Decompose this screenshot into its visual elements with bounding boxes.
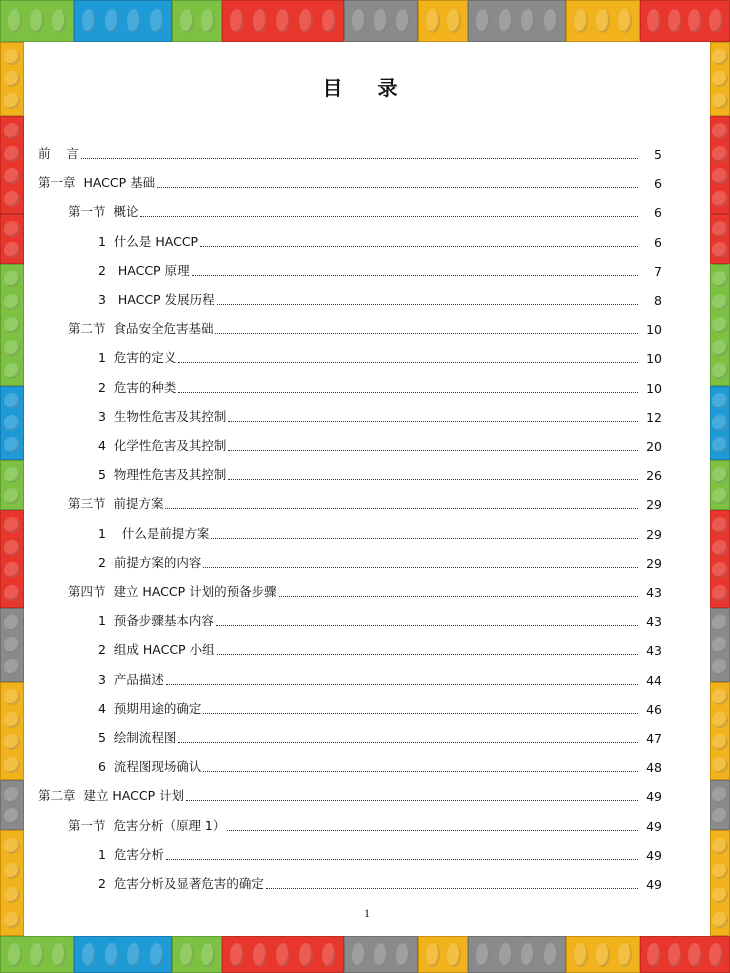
lego-stud [82, 943, 96, 967]
lego-stud [4, 757, 20, 773]
lego-stud [8, 9, 22, 33]
lego-brick [710, 608, 730, 682]
toc-entry[interactable] [98, 261, 662, 279]
lego-brick [710, 116, 730, 214]
lego-stud [712, 712, 728, 728]
toc-leader-dots [203, 567, 638, 568]
lego-stud [105, 943, 119, 967]
toc-leader-dots [228, 479, 638, 480]
lego-stud [712, 123, 728, 139]
lego-stud [4, 887, 20, 903]
toc-entry-page: 48 [646, 760, 662, 776]
lego-stud [712, 415, 728, 431]
lego-stud [712, 488, 728, 504]
lego-brick [344, 936, 418, 973]
lego-stud [668, 9, 682, 33]
lego-stud [712, 93, 728, 109]
toc-entry-label: 1 什么是前提方案 [98, 525, 210, 541]
lego-border-right [710, 42, 730, 936]
lego-stud [447, 943, 461, 967]
lego-stud [4, 437, 20, 453]
toc-entry[interactable] [68, 494, 662, 512]
lego-brick [710, 682, 730, 780]
toc-entry[interactable] [68, 319, 662, 337]
toc-entry-label: 3 生物性危害及其控制 [98, 408, 227, 424]
toc-entry-label: 3 HACCP 发展历程 [98, 292, 215, 307]
lego-stud [712, 517, 728, 533]
toc-leader-dots [140, 216, 638, 217]
lego-stud [4, 49, 20, 65]
toc-entry-page: 43 [646, 643, 662, 659]
lego-brick [710, 386, 730, 460]
lego-stud [712, 71, 728, 87]
lego-brick [0, 116, 24, 214]
toc-entry-label: 1 危害分析 [98, 846, 164, 862]
toc-leader-dots [192, 275, 638, 276]
lego-stud [712, 393, 728, 409]
lego-stud [4, 317, 20, 333]
page-number-footer: 1 [364, 906, 370, 920]
toc-entry[interactable] [98, 757, 662, 775]
lego-brick [0, 264, 24, 386]
lego-stud [4, 294, 20, 310]
lego-stud [4, 540, 20, 556]
lego-brick [566, 0, 640, 42]
toc-entry-label: 2 危害分析及显著危害的确定 [98, 876, 264, 891]
lego-stud [352, 943, 366, 967]
toc-leader-dots [166, 684, 638, 685]
lego-stud [709, 9, 723, 33]
toc-entry[interactable] [98, 640, 662, 658]
toc-entry-label: 第一节 概论 [68, 204, 139, 220]
lego-stud [180, 943, 194, 967]
lego-brick [172, 936, 222, 973]
lego-stud [709, 943, 723, 967]
toc-leader-dots [228, 421, 638, 422]
document-page [24, 42, 710, 936]
lego-stud [374, 9, 388, 33]
lego-stud [82, 9, 96, 33]
lego-stud [4, 123, 20, 139]
lego-stud [230, 9, 244, 33]
toc-entry-label: 第四节 建立 HACCP 计划的预备步骤 [68, 584, 277, 599]
lego-stud [712, 838, 728, 854]
toc-leader-dots [157, 187, 638, 188]
lego-stud [201, 9, 215, 33]
toc-entry-label: 第一章 HACCP 基础 [38, 175, 156, 191]
lego-brick [640, 0, 730, 42]
lego-brick [0, 386, 24, 460]
toc-entry[interactable] [98, 611, 662, 629]
toc-entry[interactable] [98, 407, 662, 425]
lego-stud [668, 943, 682, 967]
toc-leader-dots [217, 654, 638, 655]
lego-brick [344, 0, 418, 42]
toc-entry-page: 12 [646, 409, 662, 425]
lego-stud [8, 943, 22, 967]
lego-stud [374, 943, 388, 967]
toc-entry[interactable] [98, 524, 662, 542]
lego-stud [712, 317, 728, 333]
lego-stud [712, 363, 728, 379]
toc-entry-page: 46 [646, 701, 662, 717]
toc-leader-dots [165, 508, 638, 509]
toc-entry-page: 49 [646, 789, 662, 805]
toc-entry-label: 2 组成 HACCP 小组 [98, 642, 215, 658]
lego-brick [468, 936, 566, 973]
lego-brick [0, 510, 24, 608]
toc-entry[interactable] [98, 670, 662, 688]
lego-stud [712, 271, 728, 287]
lego-stud [396, 9, 410, 33]
lego-stud [688, 943, 702, 967]
lego-brick [0, 460, 24, 510]
lego-brick [566, 936, 640, 973]
lego-stud [499, 943, 513, 967]
toc-leader-dots [279, 596, 638, 597]
lego-brick [74, 0, 172, 42]
lego-stud [712, 540, 728, 556]
toc-leader-dots [227, 830, 638, 831]
toc-leader-dots [178, 362, 638, 363]
lego-brick [710, 830, 730, 936]
lego-stud [230, 943, 244, 967]
lego-stud [253, 9, 267, 33]
lego-stud [4, 637, 20, 653]
lego-stud [276, 943, 290, 967]
toc-entry[interactable] [98, 465, 662, 483]
toc-leader-dots [217, 304, 638, 305]
page-title: 目 录 [322, 76, 412, 100]
toc-entry-page: 6 [654, 176, 662, 192]
lego-stud [4, 787, 20, 803]
lego-border-bottom [0, 936, 730, 973]
lego-stud [618, 943, 632, 967]
lego-stud [712, 221, 728, 237]
lego-stud [30, 9, 44, 33]
lego-stud [4, 863, 20, 879]
lego-stud [4, 363, 20, 379]
lego-stud [447, 9, 461, 33]
toc-entry-page: 29 [646, 555, 662, 571]
lego-stud [712, 659, 728, 675]
lego-stud [322, 9, 336, 33]
lego-stud [574, 943, 588, 967]
toc-entry-page: 8 [654, 293, 662, 308]
toc-leader-dots [228, 450, 638, 451]
lego-stud [105, 9, 119, 33]
toc-leader-dots [178, 742, 638, 743]
toc-entry-page: 6 [654, 234, 662, 250]
lego-stud [712, 689, 728, 705]
lego-stud [426, 943, 440, 967]
toc-entry-page: 47 [646, 731, 662, 746]
lego-stud [712, 168, 728, 184]
lego-stud [426, 9, 440, 33]
lego-brick [0, 42, 24, 116]
toc-entry-page: 43 [646, 585, 662, 600]
toc-entry-label: 4 预期用途的确定 [98, 700, 202, 716]
lego-stud [712, 340, 728, 356]
toc-entry-label: 2 HACCP 原理 [98, 262, 190, 278]
toc-leader-dots [211, 538, 638, 539]
lego-stud [4, 93, 20, 109]
lego-stud [4, 191, 20, 207]
toc-entry[interactable] [68, 202, 662, 220]
toc-leader-dots [266, 888, 638, 889]
lego-brick [0, 780, 24, 830]
lego-stud [4, 488, 20, 504]
toc-entry-label: 2 危害的种类 [98, 379, 177, 395]
toc-entry-page: 49 [646, 877, 662, 892]
toc-entry[interactable] [98, 874, 662, 892]
lego-stud [4, 415, 20, 431]
lego-stud [596, 943, 610, 967]
lego-stud [647, 943, 661, 967]
toc-entry[interactable] [98, 378, 662, 396]
toc-entry-page: 29 [646, 526, 662, 542]
lego-stud [276, 9, 290, 33]
lego-stud [712, 637, 728, 653]
lego-brick [418, 0, 468, 42]
lego-brick [0, 936, 74, 973]
lego-stud [30, 943, 44, 967]
toc-entry-page: 43 [646, 614, 662, 630]
lego-stud [712, 437, 728, 453]
toc-entry-label: 第一节 危害分析（原理 1） [68, 817, 226, 833]
lego-stud [4, 221, 20, 237]
lego-stud [352, 9, 366, 33]
lego-stud [150, 9, 164, 33]
lego-stud [712, 787, 728, 803]
toc-leader-dots [203, 713, 638, 714]
toc-leader-dots [203, 771, 638, 772]
toc-leader-dots [166, 859, 638, 860]
toc-entry-label: 1 危害的定义 [98, 350, 177, 366]
lego-brick [0, 682, 24, 780]
toc-entry[interactable] [98, 348, 662, 366]
lego-stud [521, 943, 535, 967]
toc-entry[interactable] [98, 699, 662, 717]
lego-stud [299, 9, 313, 33]
toc-entry[interactable] [68, 582, 662, 600]
lego-stud [299, 943, 313, 967]
lego-stud [712, 585, 728, 601]
toc-entry[interactable] [98, 290, 662, 308]
lego-stud [127, 943, 141, 967]
lego-stud [712, 242, 728, 258]
lego-stud [253, 943, 267, 967]
toc-entry-label: 5 绘制流程图 [98, 730, 177, 745]
toc-entry-page: 20 [646, 439, 662, 454]
lego-stud [201, 943, 215, 967]
toc-entry-label: 5 物理性危害及其控制 [98, 467, 227, 483]
lego-brick [468, 0, 566, 42]
lego-stud [712, 887, 728, 903]
lego-stud [544, 943, 558, 967]
lego-stud [521, 9, 535, 33]
toc-entry-label: 1 什么是 HACCP [98, 233, 199, 249]
toc-entry-label: 6 流程图现场确认 [98, 759, 202, 775]
lego-stud [4, 912, 20, 928]
lego-brick [222, 936, 344, 973]
lego-stud [4, 168, 20, 184]
lego-stud [4, 615, 20, 631]
toc-leader-dots [216, 625, 638, 626]
lego-stud [596, 9, 610, 33]
toc-entry[interactable] [98, 436, 662, 454]
lego-stud [712, 562, 728, 578]
lego-stud [712, 467, 728, 483]
toc-entry-label: 第三节 前提方案 [68, 496, 164, 512]
lego-brick [640, 936, 730, 973]
toc-entry-label: 2 前提方案的内容 [98, 554, 202, 570]
lego-stud [4, 808, 20, 824]
toc-leader-dots [215, 333, 638, 334]
lego-brick [0, 608, 24, 682]
toc-entry-page: 26 [646, 468, 662, 484]
lego-stud [574, 9, 588, 33]
lego-stud [712, 734, 728, 750]
toc-leader-dots [186, 800, 638, 801]
toc-entry[interactable] [38, 144, 662, 162]
toc-entry-page: 5 [654, 147, 662, 162]
lego-stud [712, 49, 728, 65]
lego-stud [4, 340, 20, 356]
lego-stud [4, 146, 20, 162]
lego-border-top [0, 0, 730, 42]
toc-entry-label: 前 言 [38, 146, 79, 161]
toc-entry[interactable] [98, 845, 662, 863]
toc-entry-page: 49 [646, 847, 662, 863]
toc-entry-page: 7 [654, 263, 662, 279]
toc-entry-label: 第二章 建立 HACCP 计划 [38, 788, 185, 804]
lego-stud [4, 393, 20, 409]
lego-brick [710, 214, 730, 264]
lego-brick [710, 460, 730, 510]
lego-stud [4, 734, 20, 750]
lego-stud [476, 943, 490, 967]
toc-entry[interactable] [98, 728, 662, 746]
lego-brick [710, 264, 730, 386]
lego-stud [4, 467, 20, 483]
lego-stud [4, 689, 20, 705]
toc-entry-page: 10 [646, 351, 662, 367]
lego-brick [710, 780, 730, 830]
lego-stud [712, 615, 728, 631]
toc-entry-page: 44 [646, 672, 662, 688]
lego-stud [476, 9, 490, 33]
lego-stud [618, 9, 632, 33]
lego-brick [74, 936, 172, 973]
lego-stud [150, 943, 164, 967]
lego-stud [180, 9, 194, 33]
lego-stud [712, 808, 728, 824]
toc-entry[interactable] [98, 232, 662, 250]
lego-border-left [0, 42, 24, 936]
lego-stud [322, 943, 336, 967]
lego-brick [0, 830, 24, 936]
lego-brick [0, 214, 24, 264]
lego-stud [4, 271, 20, 287]
toc-entry-page: 10 [646, 322, 662, 338]
lego-brick [222, 0, 344, 42]
toc-entry-label: 3 产品描述 [98, 671, 164, 687]
lego-stud [4, 71, 20, 87]
lego-stud [712, 146, 728, 162]
toc-entry-label: 1 预备步骤基本内容 [98, 613, 214, 629]
lego-stud [4, 517, 20, 533]
toc-entry[interactable] [38, 173, 662, 191]
toc-leader-dots [81, 158, 638, 159]
lego-stud [127, 9, 141, 33]
lego-stud [688, 9, 702, 33]
lego-stud [499, 9, 513, 33]
lego-stud [4, 838, 20, 854]
lego-stud [712, 294, 728, 310]
toc-entry-page: 49 [646, 818, 662, 834]
toc-entry[interactable] [38, 786, 662, 804]
lego-stud [52, 943, 66, 967]
lego-stud [647, 9, 661, 33]
lego-stud [544, 9, 558, 33]
lego-stud [4, 562, 20, 578]
toc-entry[interactable] [68, 816, 662, 834]
lego-stud [4, 659, 20, 675]
toc-leader-dots [178, 392, 638, 393]
lego-stud [712, 757, 728, 773]
toc-entry-page: 10 [646, 380, 662, 396]
toc-entry-label: 第二节 食品安全危害基础 [68, 321, 214, 337]
lego-brick [710, 510, 730, 608]
lego-stud [52, 9, 66, 33]
toc-entry[interactable] [98, 553, 662, 571]
lego-stud [4, 712, 20, 728]
lego-stud [396, 943, 410, 967]
lego-stud [712, 191, 728, 207]
lego-brick [710, 42, 730, 116]
lego-stud [4, 585, 20, 601]
toc-entry-label: 4 化学性危害及其控制 [98, 438, 227, 453]
lego-brick [172, 0, 222, 42]
lego-stud [712, 863, 728, 879]
lego-brick [0, 0, 74, 42]
toc-leader-dots [200, 246, 638, 247]
lego-stud [712, 912, 728, 928]
toc-entry-page: 29 [646, 497, 662, 513]
lego-brick [418, 936, 468, 973]
toc-entry-page: 6 [654, 205, 662, 221]
lego-stud [4, 242, 20, 258]
